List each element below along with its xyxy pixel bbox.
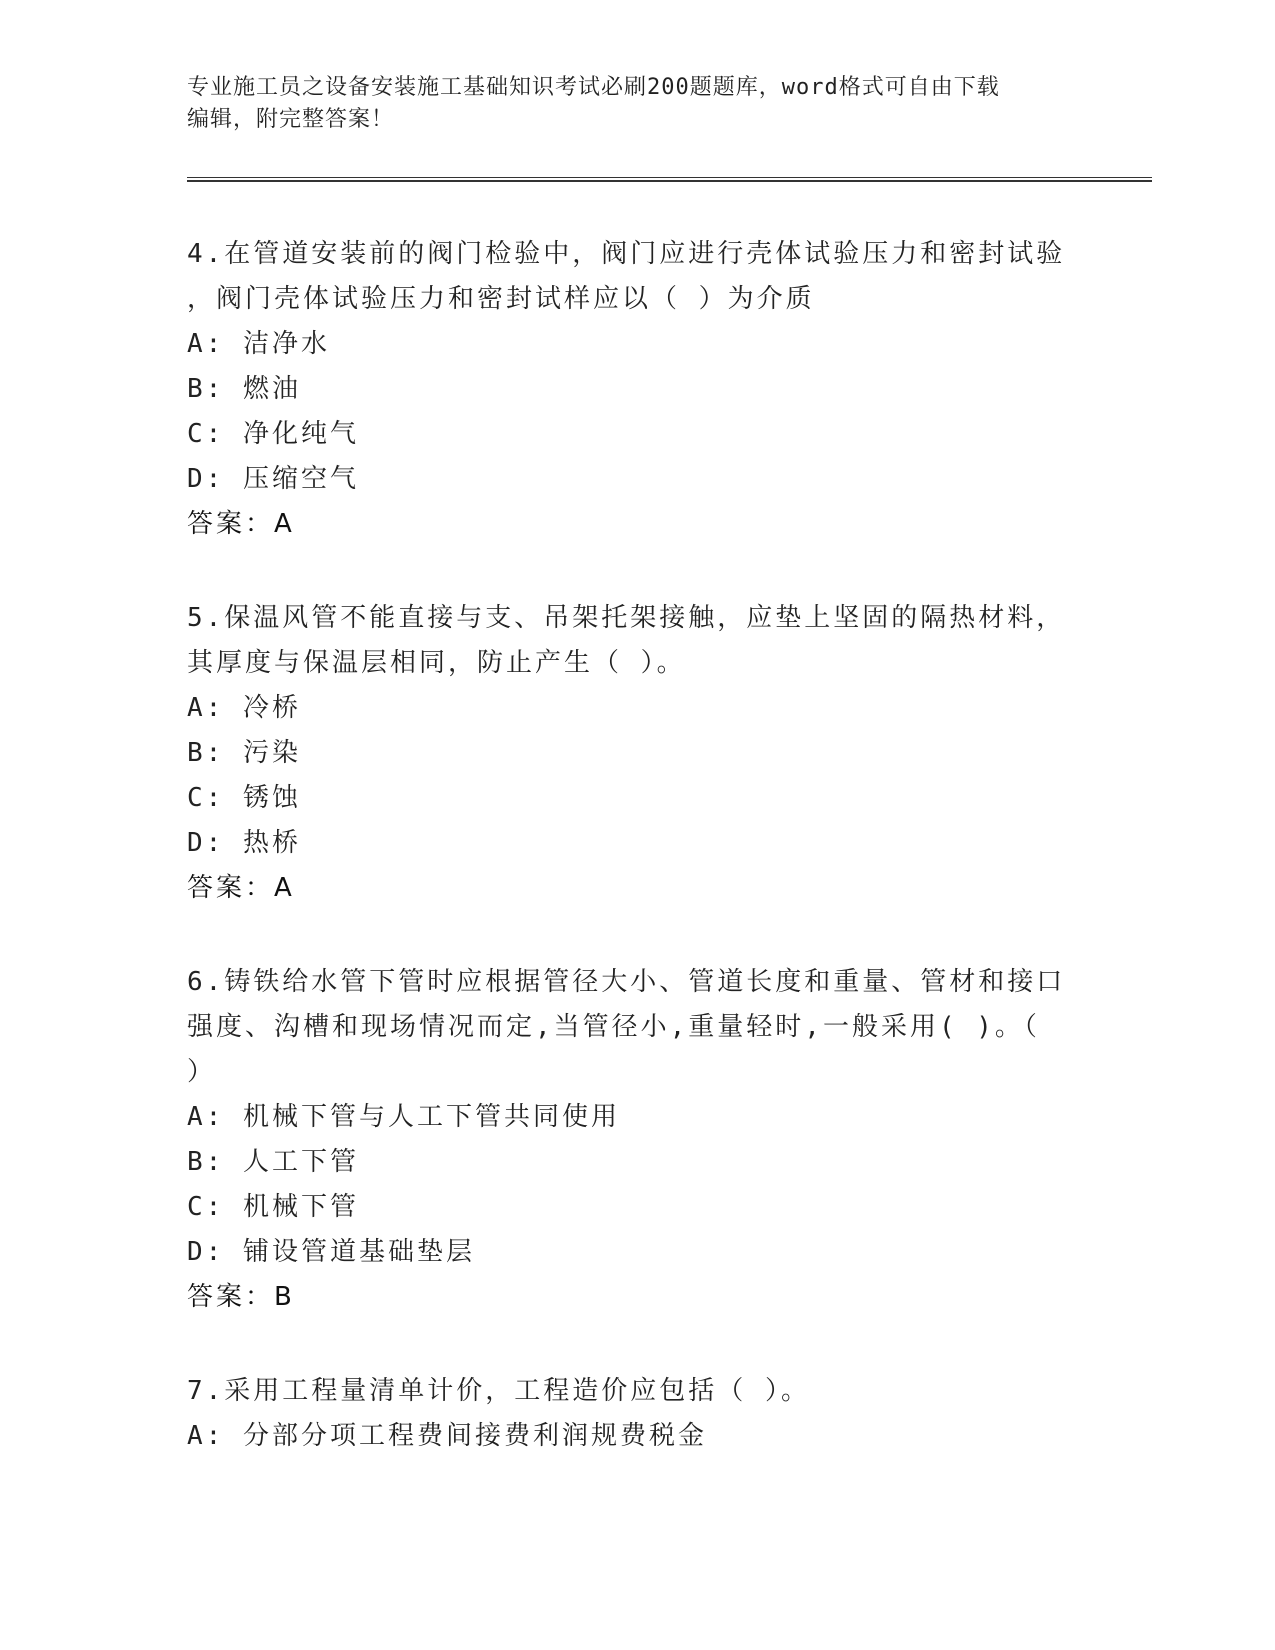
question-text-line: 6.铸铁给水管下管时应根据管径大小、管道长度和重量、管材和接口 xyxy=(187,967,1066,997)
option-a: A: 冷桥 xyxy=(187,693,301,723)
question-text-line: 5.保温风管不能直接与支、吊架托架接触，应垫上坚固的隔热材料， xyxy=(187,603,1066,633)
question-text-line: ） xyxy=(187,1057,217,1087)
option-d: D: 热桥 xyxy=(187,828,301,858)
option-b: B: 污染 xyxy=(187,738,301,768)
question-text-line: 强度、沟槽和现场情况而定,当管径小,重量轻时,一般采用( )。（ xyxy=(187,1012,1040,1042)
question-6 xyxy=(187,960,1087,1320)
question-4 xyxy=(187,232,1087,547)
option-d: D: 压缩空气 xyxy=(187,464,359,494)
option-c: C: 锈蚀 xyxy=(187,783,301,813)
question-text-line: 4.在管道安装前的阀门检验中，阀门应进行壳体试验压力和密封试验 xyxy=(187,239,1066,269)
question-text-line: 其厚度与保温层相同，防止产生（ ）。 xyxy=(187,648,686,678)
document-header xyxy=(187,72,1087,136)
header-title-line-1: 专业施工员之设备安装施工基础知识考试必刷200题题库，word格式可自由下载 xyxy=(187,75,1000,100)
option-c: C: 净化纯气 xyxy=(187,419,359,449)
answer: 答案：A xyxy=(187,873,295,903)
option-b: B: 燃油 xyxy=(187,374,301,404)
option-b: B: 人工下管 xyxy=(187,1147,359,1177)
option-c: C: 机械下管 xyxy=(187,1192,359,1222)
option-a: A: 洁净水 xyxy=(187,329,330,359)
answer: 答案：B xyxy=(187,1282,295,1312)
option-a: A: 分部分项工程费间接费利润规费税金 xyxy=(187,1421,707,1451)
option-a: A: 机械下管与人工下管共同使用 xyxy=(187,1102,620,1132)
header-title-line-2: 编辑，附完整答案！ xyxy=(187,107,395,132)
question-7 xyxy=(187,1369,1087,1459)
answer: 答案：A xyxy=(187,509,295,539)
header-divider xyxy=(187,177,1152,182)
question-5 xyxy=(187,596,1087,911)
question-text-line: ，阀门壳体试验压力和密封试样应以（ ）为介质 xyxy=(187,284,815,314)
option-d: D: 铺设管道基础垫层 xyxy=(187,1237,475,1267)
question-text-line: 7.采用工程量清单计价，工程造价应包括（ ）。 xyxy=(187,1376,810,1406)
